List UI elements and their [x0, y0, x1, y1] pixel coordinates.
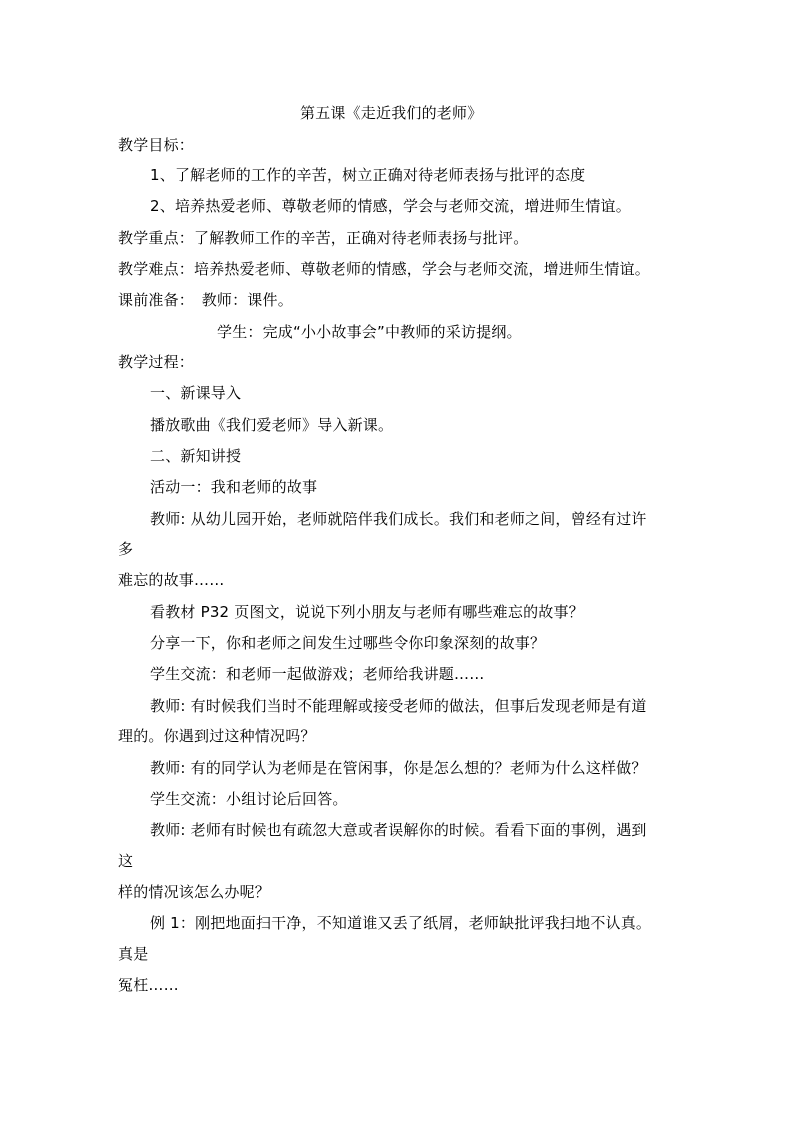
text-line: 教学目标： [118, 136, 195, 154]
text-line: 理的。你遇到过这种情况吗？ [118, 727, 316, 745]
text-line: 学生：完成“小小故事会”中教师的采访提纲。 [217, 323, 522, 341]
text-line: 多 [118, 540, 134, 558]
text-line: 教师: 老师有时候也有疏忽大意或者误解你的时候。看看下面的事例，遇到 [150, 821, 647, 839]
text-line: 这 [118, 852, 134, 870]
text-line: 样的情况该怎么办呢？ [118, 883, 271, 901]
text-line: 看教材 P32 页图文，说说下列小朋友与老师有哪些难忘的故事？ [150, 603, 584, 621]
text-line: 教学重点：了解教师工作的辛苦，正确对待老师表扬与批评。 [118, 229, 529, 247]
text-line: 一、新课导入 [150, 384, 242, 402]
text-line: 学生交流：和老师一起做游戏；老师给我讲题…… [150, 665, 485, 683]
text-line: 例 1：刚把地面扫干净，不知道谁又丢了纸屑，老师缺批评我扫地不认真。 [150, 914, 652, 932]
text-line: 播放歌曲《我们爱老师》导入新课。 [150, 416, 394, 434]
text-line: 学生交流：小组讨论后回答。 [150, 790, 348, 808]
text-line: 冤枉…… [118, 976, 179, 994]
text-line: 二、新知讲授 [150, 447, 242, 465]
text-line: 分享一下，你和老师之间发生过哪些令你印象深刻的故事？ [150, 634, 546, 652]
text-line: 真是 [118, 945, 149, 963]
text-line: 教学过程： [118, 353, 195, 371]
page-title: 第五课《走近我们的老师》 [300, 104, 483, 122]
text-line: 活动一：我和老师的故事 [150, 478, 318, 496]
text-line: 教师: 有时候我们当时不能理解或接受老师的做法，但事后发现老师是有道 [150, 697, 647, 715]
text-line: 课前准备： 教师：课件。 [118, 291, 293, 309]
text-line: 1、了解老师的工作的辛苦，树立正确对待老师表扬与批评的态度 [150, 166, 586, 184]
text-line: 教学难点：培养热爱老师、尊敬老师的情感，学会与老师交流，增进师生情谊。 [118, 260, 651, 278]
text-line: 2、培养热爱老师、尊敬老师的情感，学会与老师交流，增进师生情谊。 [150, 197, 631, 215]
text-line: 教师: 从幼儿园开始，老师就陪伴我们成长。我们和老师之间，曾经有过许 [150, 510, 647, 528]
text-line: 难忘的故事…… [118, 571, 225, 589]
text-line: 教师: 有的同学认为老师是在管闲事，你是怎么想的？老师为什么这样做？ [150, 759, 647, 777]
